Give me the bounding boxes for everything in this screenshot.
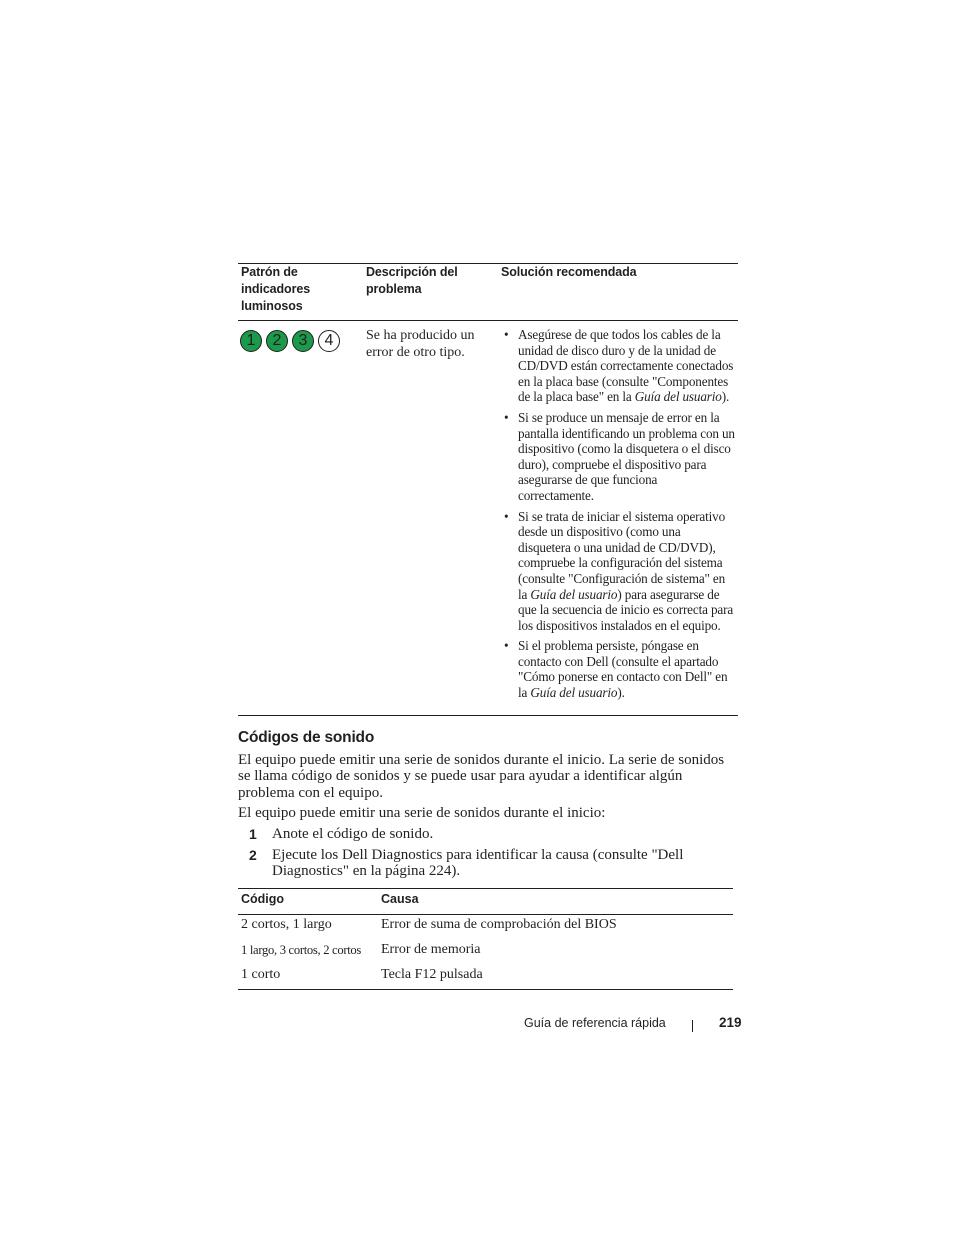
table-row xyxy=(238,940,733,965)
beep-codes-table xyxy=(238,888,733,990)
table-header xyxy=(238,889,733,915)
diagnostic-light-4-icon: 4 xyxy=(318,330,340,352)
footer-divider xyxy=(692,1020,693,1032)
beep-code: 1 largo, 3 cortos, 2 cortos xyxy=(241,943,362,957)
beep-cause: Tecla F12 pulsada xyxy=(381,967,483,982)
step-text: Anote el código de sonido. xyxy=(272,826,434,842)
footer-title: Guía de referencia rápida xyxy=(524,1016,666,1030)
table-row xyxy=(238,965,733,989)
table-row xyxy=(238,321,738,715)
problem-description: Se ha producido un error de otro tipo. xyxy=(366,328,475,360)
solution-item: • Asegúrese de que todos los cables de la unidad de disco duro y de la unidad de CD/DVD están correctamente conectados en la placa base (consulte "Componentes de la placa base" en la Guía del usuario). xyxy=(504,327,736,405)
table-row xyxy=(238,915,733,940)
step-text: Ejecute los Dell Diagnostics para identificar la causa (consulte "Dell Diagnostics" en la página 224). xyxy=(272,847,684,880)
beep-cause: Error de memoria xyxy=(381,942,481,957)
intro-paragraph: El equipo puede emitir una serie de sonidos durante el inicio. La serie de sonidos se llama código de sonidos y se puede usar para ayudar a identificar algún problema con el equipo. xyxy=(238,752,725,801)
beep-code: 2 cortos, 1 largo xyxy=(241,917,332,932)
solution-list xyxy=(504,327,736,706)
solution-item: • Si se produce un mensaje de error en la pantalla identificando un problema con un dispositivo (como la disquetera o el disco duro), compruebe el dispositivo para asegurarse de que funciona correctamente. xyxy=(504,410,736,504)
beep-code: 1 corto xyxy=(241,967,281,982)
header-code: Código xyxy=(241,892,285,906)
page-number: 219 xyxy=(719,1015,742,1030)
header-description: Descripción del problema xyxy=(366,265,458,296)
step-number: 1 xyxy=(249,826,257,842)
header-cause: Causa xyxy=(381,892,419,906)
solution-item: • Si se trata de iniciar el sistema operativo desde un dispositivo (como una disquetera o una unidad de CD/DVD), compruebe la configuración del sistema (consulte "Configuración de sistema" en la Guía del usuario) para asegurarse de que la secuencia de inicio es correcta para los dispositivos instalados en el equipo. xyxy=(504,509,736,634)
beep-cause: Error de suma de comprobación del BIOS xyxy=(381,917,617,932)
solution-item: • Si el problema persiste, póngase en contacto con Dell (consulte el apartado "Cómo ponerse en contacto con Dell" en la Guía del usuario). xyxy=(504,638,736,700)
diagnostic-lights-table xyxy=(238,263,738,716)
step-number: 2 xyxy=(249,847,257,863)
header-pattern: Patrón de indicadores luminosos xyxy=(241,265,311,313)
header-solution: Solución recomendada xyxy=(501,265,637,279)
intro-paragraph-2: El equipo puede emitir una serie de sonidos durante el inicio: xyxy=(238,805,606,821)
section-heading: Códigos de sonido xyxy=(238,729,375,746)
diagnostic-light-1-icon: 1 xyxy=(240,330,262,352)
diagnostic-light-2-icon: 2 xyxy=(266,330,288,352)
diagnostic-light-3-icon: 3 xyxy=(292,330,314,352)
led-pattern xyxy=(240,330,340,352)
table-header xyxy=(238,264,738,321)
